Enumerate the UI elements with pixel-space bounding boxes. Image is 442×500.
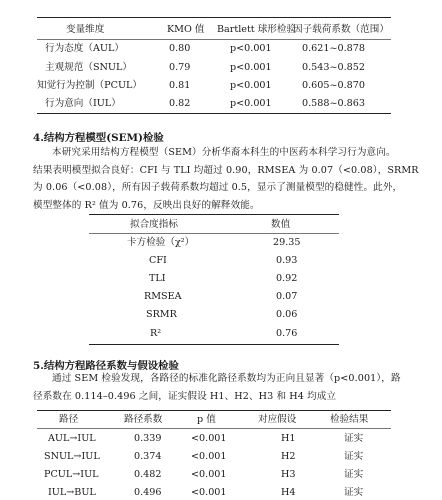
table2-cell: 0.76 xyxy=(276,328,298,339)
table3-cell: SNUL→IUL xyxy=(44,451,100,462)
table3-cell: 证实 xyxy=(344,487,364,498)
table1-header-dimension: 变量维度 xyxy=(66,24,105,35)
table1-header-loading: 因子载荷系数（范围） xyxy=(293,24,389,35)
section5-heading: 5.结构方程路径系数与假设检验 xyxy=(33,360,179,372)
table1-header-rule xyxy=(37,39,391,40)
table3-header-path: 路径 xyxy=(59,414,79,425)
table1-cell: 0.588~0.863 xyxy=(302,98,365,109)
table2-cell: 0.92 xyxy=(276,273,298,284)
table1-cell: 0.543~0.852 xyxy=(302,62,365,73)
table2-cell: RMSEA xyxy=(144,291,182,302)
table3-cell: 证实 xyxy=(344,433,364,444)
table2-bottom-rule xyxy=(89,344,339,345)
table1-header-kmo: KMO 值 xyxy=(167,24,205,35)
table3-header-rule xyxy=(37,428,391,429)
paragraph-line: 结果表明模型拟合良好：CFI 与 TLI 均超过 0.90，RMSEA 为 0.07（<0.08），SRMR xyxy=(33,164,419,176)
table1-cell: 0.79 xyxy=(169,62,191,73)
table2-cell: 卡方检验（χ²） xyxy=(127,237,195,248)
table1-header-bartlett: Bartlett 球形检验 xyxy=(217,24,297,35)
table2-top-rule xyxy=(89,214,339,215)
paragraph-line: 为 0.06（<0.08），所有因子载荷系数均超过 0.5，显示了测量模型的稳健性。此外， xyxy=(33,182,403,193)
table3-cell: 0.339 xyxy=(134,433,162,444)
table1-cell: p<0.001 xyxy=(230,98,272,109)
table1-cell: 知觉行为控制（PCUL） xyxy=(37,80,143,91)
table3-cell: <0.001 xyxy=(191,451,227,462)
table1-top-rule xyxy=(37,17,391,18)
table3-cell: <0.001 xyxy=(191,487,227,498)
table1-cell: 0.621~0.878 xyxy=(302,43,365,54)
table3-cell: 0.374 xyxy=(134,451,162,462)
table3-header-result: 检验结果 xyxy=(330,414,369,425)
table2-header-index: 拟合度指标 xyxy=(130,219,178,230)
paragraph-line: 径系数在 0.114–0.496 之间，证实假设 H1、H2、H3 和 H4 均成立 xyxy=(33,390,337,402)
table1-cell: 行为意向（IUL） xyxy=(45,98,121,109)
table1-bottom-rule xyxy=(37,113,391,114)
table2-cell: R² xyxy=(150,328,162,339)
table2-cell: 0.07 xyxy=(276,291,298,302)
table2-cell: 0.06 xyxy=(276,309,298,320)
paragraph-line: 本研究采用结构方程模型（SEM）分析华裔本科生的中医药本科学习行为意向。 xyxy=(52,147,396,158)
table1-cell: 主观规范（SNUL） xyxy=(45,62,132,73)
table3-cell: <0.001 xyxy=(191,433,227,444)
table3-cell: <0.001 xyxy=(191,469,227,480)
table3-cell: 证实 xyxy=(344,451,364,462)
table2-cell: CFI xyxy=(149,255,167,266)
table2-cell: TLI xyxy=(149,273,166,284)
table3-top-rule xyxy=(37,410,391,411)
section5-paragraph xyxy=(33,370,413,405)
table2-header-value: 数值 xyxy=(271,219,291,230)
paragraph-line: 通过 SEM 检验发现，各路径的标准化路径系数均为正向且显著（p<0.001），路 xyxy=(52,373,401,384)
table3-cell: 证实 xyxy=(344,469,364,480)
table3-cell: 0.496 xyxy=(134,487,162,498)
table3-header-coef: 路径系数 xyxy=(124,414,163,425)
table2-cell: SRMR xyxy=(146,309,177,320)
table3-cell: 0.482 xyxy=(134,469,162,480)
table3-cell: H4 xyxy=(281,487,296,498)
table3-cell: PCUL→IUL xyxy=(44,469,99,480)
table2-cell: 0.93 xyxy=(276,255,298,266)
table1-cell: 0.81 xyxy=(169,80,191,91)
section4-paragraph xyxy=(33,144,419,214)
table2-header-rule xyxy=(89,233,339,234)
table3-cell: H3 xyxy=(281,469,296,480)
table3-cell: AUL→IUL xyxy=(48,433,96,444)
table3-cell: H2 xyxy=(281,451,296,462)
paragraph-line: 模型整体的 R² 值为 0.76，反映出良好的解释效能。 xyxy=(33,199,260,211)
table2-cell: 29.35 xyxy=(273,237,301,248)
table3-cell: IUL→BUL xyxy=(48,487,96,498)
table1-cell: 行为态度（AUL） xyxy=(45,43,124,54)
table1-cell: p<0.001 xyxy=(230,43,272,54)
table3-header-hypothesis: 对应假设 xyxy=(258,414,297,425)
table3-header-p: p 值 xyxy=(197,414,216,425)
table1-cell: 0.80 xyxy=(169,43,191,54)
table1-cell: p<0.001 xyxy=(230,62,272,73)
table1-cell: 0.605~0.870 xyxy=(302,80,365,91)
table3-cell: H1 xyxy=(281,433,296,444)
table1-cell: 0.82 xyxy=(169,98,191,109)
section4-heading: 4.结构方程模型(SEM)检验 xyxy=(33,132,164,144)
table1-cell: p<0.001 xyxy=(230,80,272,91)
